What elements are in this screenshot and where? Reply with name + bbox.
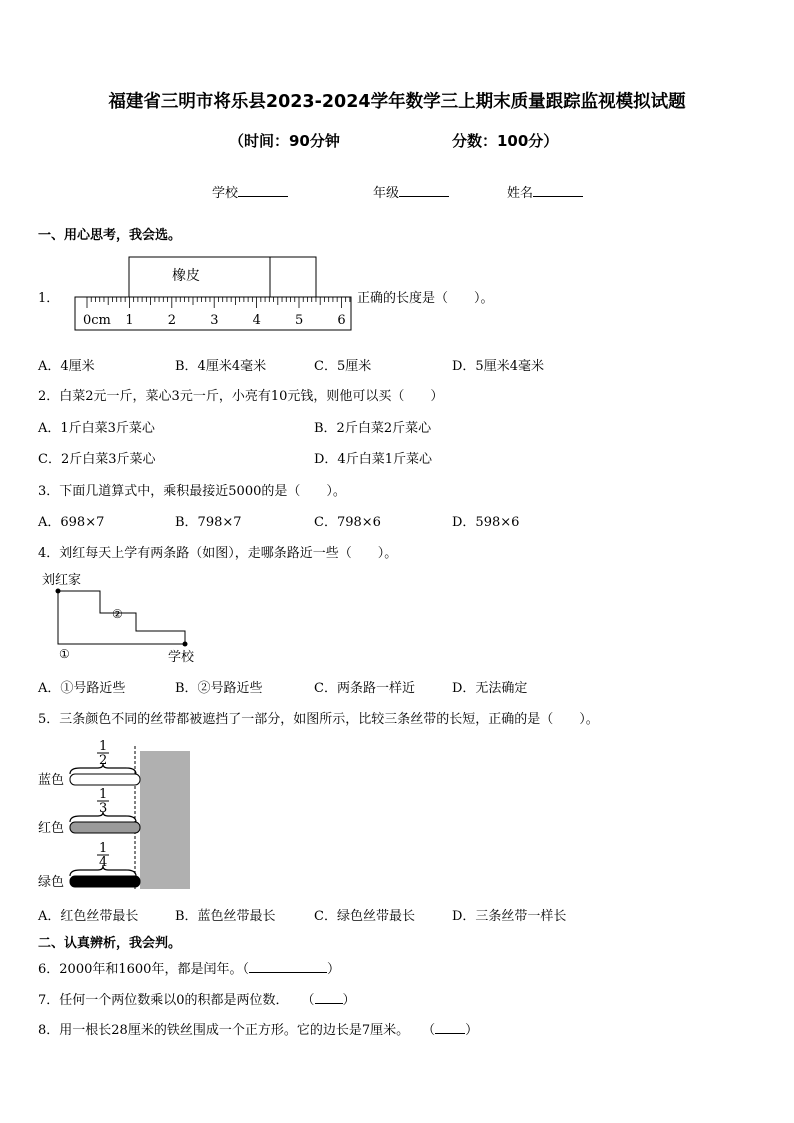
section-2-title: 二、认真辨析，我会判。 <box>38 936 182 951</box>
cover-board <box>140 751 190 889</box>
q5-option-d[interactable]: D．三条丝带一样长 <box>452 909 567 924</box>
q3-option-a[interactable]: A．698×7 <box>38 515 105 530</box>
q1-option-d[interactable]: D．5厘米4毫米 <box>452 359 544 374</box>
q1-option-b[interactable]: B．4厘米4毫米 <box>175 359 267 374</box>
q3-option-b[interactable]: B．798×7 <box>175 515 242 530</box>
school-label: 学校 <box>168 650 195 665</box>
ruler-label-2: 2 <box>167 313 177 328</box>
ribbon-0 <box>70 774 140 785</box>
exam-time: （时间：90分钟 <box>229 132 340 150</box>
q7-close: ） <box>342 993 356 1008</box>
name-field <box>507 182 583 201</box>
brace-2 <box>70 866 136 876</box>
q1-option-c[interactable]: C．5厘米 <box>314 359 372 374</box>
home-label: 刘红家 <box>42 573 82 588</box>
q2-text: 2．白菜2元一斤，菜心3元一斤，小亮有10元钱，则他可以买（ ） <box>38 389 444 404</box>
q4-option-a[interactable]: A．①号路近些 <box>38 681 126 696</box>
q7-answer-blank[interactable] <box>315 991 343 1004</box>
q2-option-c[interactable]: C．2斤白菜3斤菜心 <box>38 452 156 467</box>
q5-option-c[interactable]: C．绿色丝带最长 <box>314 909 415 924</box>
q4-option-d[interactable]: D．无法确定 <box>452 681 528 696</box>
name-blank <box>533 184 583 197</box>
q3-text: 3．下面几道算式中，乘积最接近5000的是（ ）。 <box>38 484 346 499</box>
q3-option-d[interactable]: D．598×6 <box>452 515 520 530</box>
home-dot <box>56 589 61 594</box>
q6-close: ） <box>326 962 340 977</box>
fraction-denominator: 3 <box>99 801 108 816</box>
q4-option-c[interactable]: C．两条路一样近 <box>314 681 415 696</box>
q2-option-b[interactable]: B．2斤白菜2斤菜心 <box>314 421 432 436</box>
ruler-label-6: 6 <box>337 313 346 328</box>
name-label: 姓名 <box>507 186 534 201</box>
fraction-denominator: 4 <box>99 855 108 870</box>
ribbon-label-0: 蓝色 <box>38 773 65 788</box>
q6 <box>38 958 340 977</box>
ruler-label-0: 0cm <box>83 313 111 328</box>
ruler-label-1: 1 <box>125 313 134 328</box>
grade-field <box>373 182 449 201</box>
q8-close: ） <box>465 1023 479 1038</box>
section-1-title: 一、用心思考，我会选。 <box>38 228 182 243</box>
q1-option-a[interactable]: A．4厘米 <box>38 359 95 374</box>
q1-number: 1． <box>38 291 60 306</box>
q7-text: 7．任何一个两位数乘以0的积都是两位数． （ <box>38 993 315 1008</box>
fraction-denominator: 2 <box>99 753 108 768</box>
fraction-1 <box>97 787 109 816</box>
fraction-2 <box>97 841 109 870</box>
school-label: 学校 <box>212 186 239 201</box>
brace-0 <box>70 764 136 774</box>
q5-option-b[interactable]: B．蓝色丝带最长 <box>175 909 276 924</box>
fraction-numerator: 1 <box>99 739 108 754</box>
school-blank <box>238 184 288 197</box>
school-dot <box>183 642 188 647</box>
ruler-label-4: 4 <box>252 313 261 328</box>
q8 <box>38 1019 478 1038</box>
q1-ruler-figure <box>70 252 360 334</box>
q2-option-a[interactable]: A．1斤白菜3斤菜心 <box>38 421 155 436</box>
route-1-label: ① <box>59 647 70 661</box>
school-field <box>212 182 288 201</box>
q8-answer-blank[interactable] <box>435 1021 465 1034</box>
q8-text: 8．用一根长28厘米的铁丝围成一个正方形。它的边长是7厘米。 （ <box>38 1023 436 1038</box>
grade-blank <box>399 184 449 197</box>
q5-ribbon-figure <box>36 736 196 894</box>
q2-option-d[interactable]: D．4斤白菜1斤菜心 <box>314 452 432 467</box>
eraser-label: 橡皮 <box>172 268 200 284</box>
q3-option-c[interactable]: C．798×6 <box>314 515 381 530</box>
route-2-label: ② <box>112 607 123 621</box>
ruler-label-5: 5 <box>295 313 304 328</box>
q6-text: 6．2000年和1600年，都是闰年。（ <box>38 962 249 977</box>
q6-answer-blank[interactable] <box>249 960 327 973</box>
q4-route-figure <box>38 568 208 666</box>
fraction-0 <box>97 739 109 768</box>
ribbon-1 <box>70 822 140 833</box>
page-title: 福建省三明市将乐县2023-2024学年数学三上期末质量跟踪监视模拟试题 <box>108 92 686 112</box>
q4-option-b[interactable]: B．②号路近些 <box>175 681 263 696</box>
fraction-numerator: 1 <box>99 841 108 856</box>
brace-1 <box>70 812 136 822</box>
q4-text: 4．刘红每天上学有两条路（如图），走哪条路近一些（ ）。 <box>38 546 398 561</box>
grade-label: 年级 <box>373 186 400 201</box>
q7 <box>38 989 356 1008</box>
eraser-end-box <box>270 257 316 297</box>
ribbon-label-2: 绿色 <box>38 875 65 890</box>
ribbon-label-1: 红色 <box>38 821 65 836</box>
q5-text: 5．三条颜色不同的丝带都被遮挡了一部分，如图所示，比较三条丝带的长短，正确的是（ ）。 <box>38 712 599 727</box>
q5-option-a[interactable]: A．红色丝带最长 <box>38 909 139 924</box>
q1-text: 正确的长度是（ ）。 <box>357 291 494 306</box>
ribbon-2 <box>70 876 140 887</box>
ruler-label-3: 3 <box>210 313 219 328</box>
fraction-numerator: 1 <box>99 787 108 802</box>
exam-score: 分数：100分） <box>452 132 559 150</box>
